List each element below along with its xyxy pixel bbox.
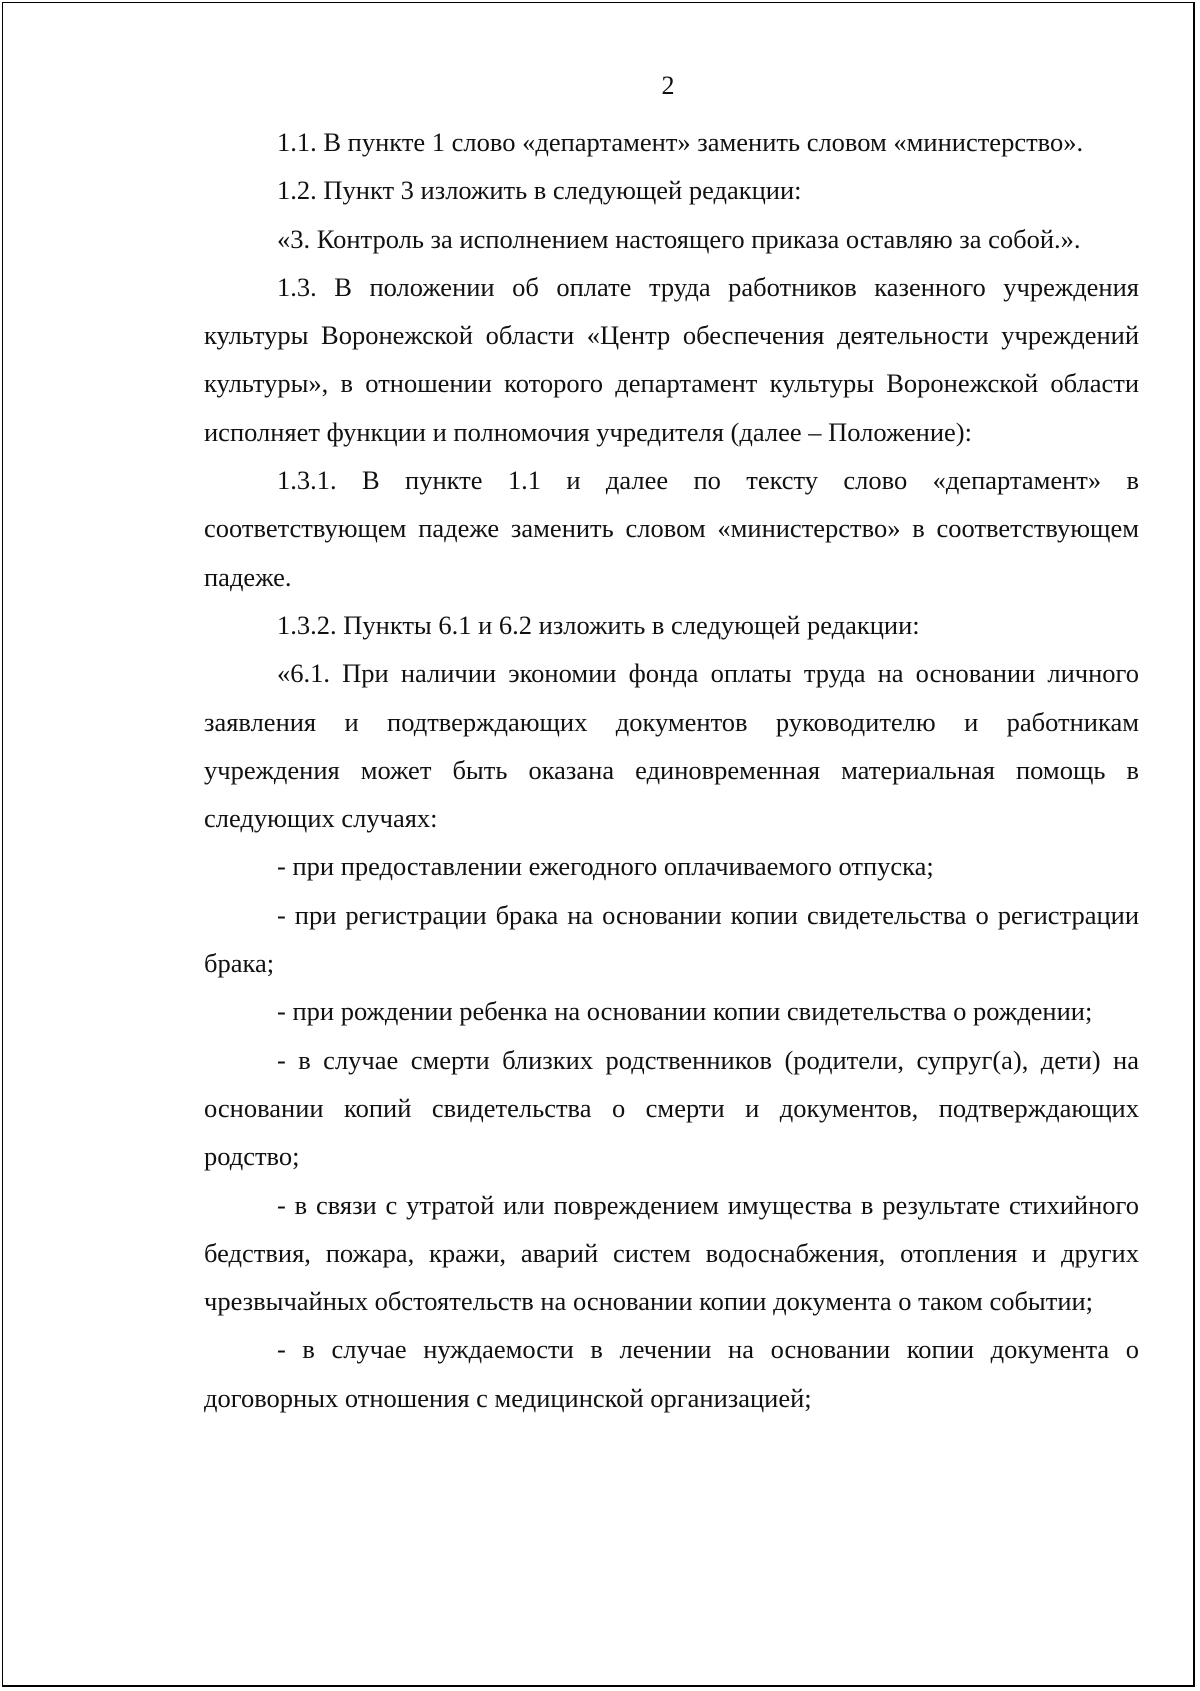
paragraph-1-1: 1.1. В пункте 1 слово «департамент» заменить словом «министерство». (277, 127, 1084, 157)
list-item-birth: - при рождении ребенка на основании копии свидетельства о рождении; (277, 996, 1093, 1027)
list-item-death: - в случае смерти близких родственников (родители, супруг(а), дети) на основании копий свидетельства о смерти и документов, подтверждающих родство; (204, 1044, 1139, 1172)
paragraph-1-3-1: 1.3.1. В пункте 1.1 и далее по тексту слово «департамент» в соответствующем падеже заменить словом «министерство» в соответствующем падеже. (204, 465, 1139, 592)
page-number: 2 (661, 71, 675, 100)
paragraph-6-1: «6.1. При наличии экономии фонда оплаты труда на основании личного заявления и подтверждающих документов руководителю и работникам учреждения может быть оказана единовременная материальная помощь в следующих случаях: (204, 658, 1139, 834)
list-item-vacation: - при предоставлении ежегодного оплачиваемого отпуска; (277, 851, 934, 882)
paragraph-1-3: 1.3. В положении об оплате труда работников казенного учреждения культуры Воронежской области «Центр обеспечения деятельности учреждений культуры», в отношении которого департамент культуры Воронежской области исполняет функции и полномочия учредителя (далее – Положение): (204, 271, 1139, 447)
document-page (2, 2, 1195, 1687)
document-body (204, 118, 1139, 1422)
paragraph-1-2: 1.2. Пункт 3 изложить в следующей редакции: (277, 175, 802, 206)
paragraph-1-3-2: 1.3.2. Пункты 6.1 и 6.2 изложить в следующей редакции: (277, 609, 920, 640)
list-item-medical: - в случае нуждаемости в лечении на основании копии документа о договорных отношения с медицинской организацией; (204, 1334, 1139, 1413)
list-item-property-loss: - в связи с утратой или повреждением имущества в результате стихийного бедствия, пожара, кражи, аварий систем водоснабжения, отопления и других чрезвычайных обстоятельств на основании копии документа о таком событии; (204, 1189, 1139, 1317)
paragraph-clause-3: «3. Контроль за исполнением настоящего приказа оставляю за собой.». (277, 223, 1081, 254)
list-item-marriage: - при регистрации брака на основании копии свидетельства о регистрации брака; (204, 899, 1139, 979)
